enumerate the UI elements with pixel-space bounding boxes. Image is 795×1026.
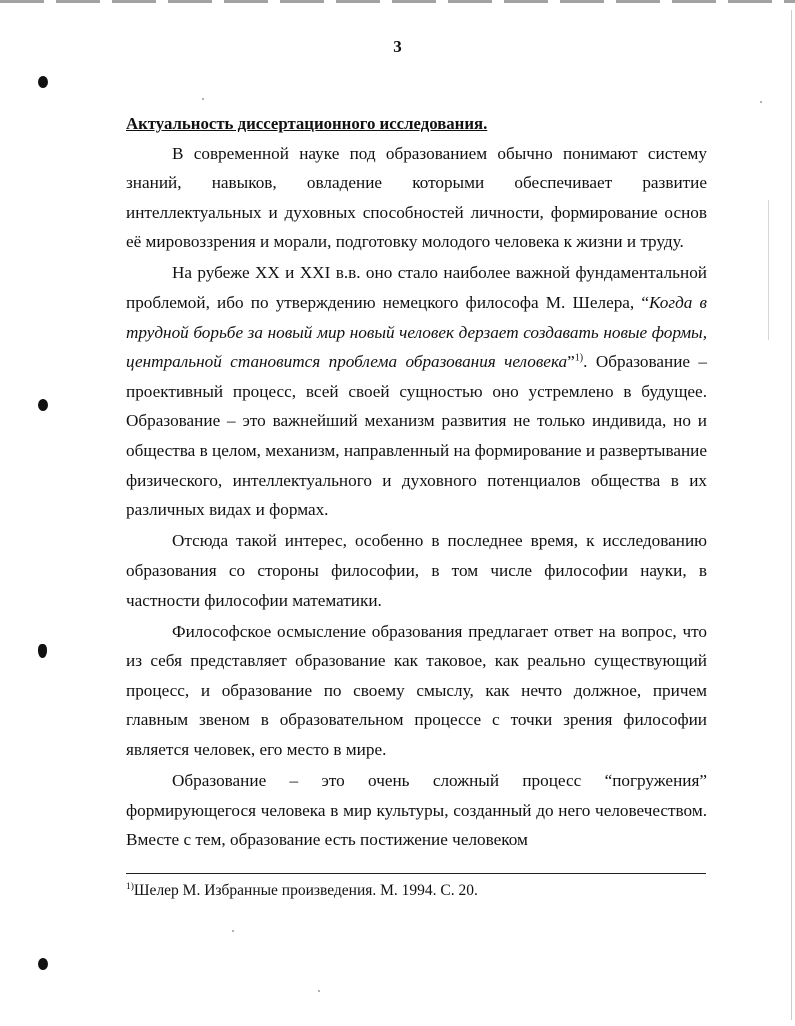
footnote-text: Шелер М. Избранные произведения. М. 1994. С. 20. (133, 882, 478, 899)
footnote (126, 881, 706, 901)
scan-speck (232, 930, 234, 932)
scan-edge-shadow (768, 200, 769, 340)
paragraph: В современной науке под образованием обычно понимают систему знаний, навыков, овладение которыми обеспечивает развитие интеллектуальных и духовных способностей личности, формирование основ её мировоззрения и морали, подготовку молодого человека к жизни и труду. (126, 143, 707, 252)
punch-hole-mark (38, 76, 48, 88)
quote-close: ” (567, 352, 575, 372)
paragraph-text: . Образование – проективный процесс, всей своей сущностью оно устремлено в будущее. Образование – это важнейший механизм развития не только индивида, но и общества в целом, механизм, направленный на формирование и развертывание физического, интеллектуального и духовного потенциалов общества в их различных видах и формах. (126, 352, 707, 520)
scan-edge-right (791, 10, 792, 1020)
page-number: 3 (393, 37, 402, 56)
paragraph-with-quote (126, 258, 707, 524)
footnote-mark: 1) (126, 881, 134, 892)
punch-hole-mark (38, 399, 48, 411)
paragraph: Отсюда такой интерес, особенно в последнее время, к исследованию образования со стороны философии, в том числе философии науки, в частности философии математики. (126, 531, 707, 610)
section-heading: Актуальность диссертационного исследования. (126, 114, 488, 133)
footnote-divider (126, 873, 706, 874)
scan-speck (202, 98, 204, 100)
paragraph-text: На рубеже XX и XXI в.в. оно стало наиболее важной фундаментальной проблемой, ибо по утверждению немецкого философа М. Шелера, “ (126, 263, 707, 313)
quotation: Когда в трудной борьбе за новый мир новый человек дерзает создавать новые формы, центральной становится проблема образования человека (126, 293, 707, 372)
paragraph: Философское осмысление образования предлагает ответ на вопрос, что из себя представляет образование как таковое, как реально существующий процесс, и образование по своему смыслу, как нечто должное, причем главным звеном в образовательном процессе с точки зрения философии является человек, его место в мире. (126, 621, 707, 759)
footnote-reference: 1) (574, 352, 584, 364)
paragraph: Образование – это очень сложный процесс “погружения” формирующегося человека в мир культуры, созданный до него человечеством. Вместе с тем, образование есть постижение человеком (126, 771, 707, 850)
punch-hole-mark (38, 644, 47, 658)
scan-speck (760, 101, 762, 103)
scan-edge-top (0, 0, 795, 3)
scan-speck (318, 990, 320, 992)
punch-hole-mark (38, 958, 48, 970)
document-body (126, 109, 707, 855)
